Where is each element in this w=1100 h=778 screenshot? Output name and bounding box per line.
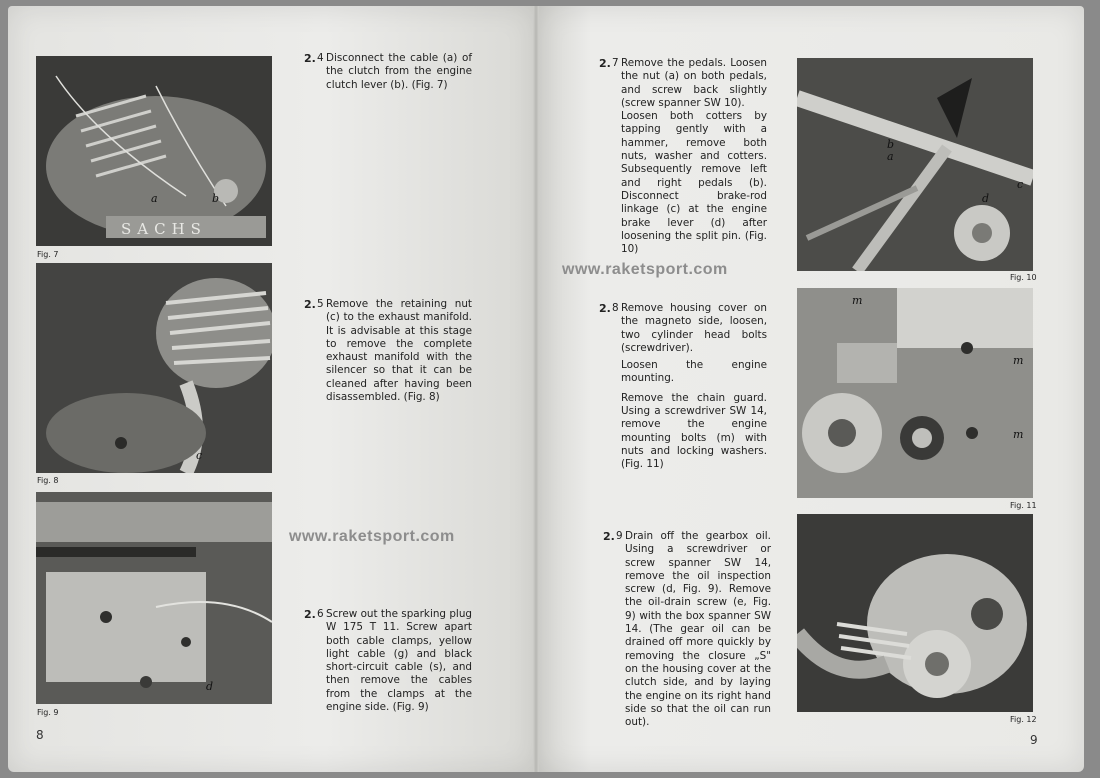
fig10-letter-b: b	[887, 138, 895, 151]
step-number: 2.	[304, 52, 316, 65]
fig10-letter-c: c	[1017, 178, 1024, 191]
step-sub-number: 8	[612, 302, 619, 314]
photo-fig-8	[36, 263, 272, 473]
fig-11-caption: Fig. 11	[1010, 501, 1037, 510]
step-2-8-para-2: Loosen the engine mounting.	[621, 359, 767, 385]
brand-text: SACHS	[121, 220, 207, 238]
step-2-9	[603, 530, 773, 730]
photo-fig-12	[797, 514, 1033, 712]
photo-fig-11	[797, 288, 1033, 498]
page-number-right: 9	[1030, 733, 1038, 747]
engine-clutch-illustration	[36, 56, 272, 246]
book-gutter	[533, 6, 539, 772]
step-sub-number: 7	[612, 57, 619, 69]
step-2-7	[599, 57, 769, 256]
step-2-5	[304, 298, 472, 418]
fig9-letter-d: d	[206, 680, 214, 693]
step-2-6-text: Screw out the sparking plug W 175 T 11. Screw apart both cable clamps, yellow light cable (g) and black short-circuit cable (s), and then remove the cables from the clamps at the engine side. (Fig. 9)	[326, 608, 472, 714]
step-number: 2.	[599, 302, 611, 315]
step-sub-number: 9	[616, 530, 623, 542]
step-sub-number: 4	[317, 52, 324, 64]
fig-8-caption: Fig. 8	[37, 476, 59, 485]
removed-engine-illustration	[797, 514, 1033, 712]
fig10-letter-d: d	[982, 192, 990, 205]
photo-fig-7	[36, 56, 272, 246]
photo-fig-9	[36, 492, 272, 704]
step-2-8-para-1: Remove housing cover on the magneto side, loosen, two cylinder head bolts (screwdriver).	[621, 302, 767, 354]
step-sub-number: 5	[317, 298, 324, 310]
step-number: 2.	[304, 298, 316, 311]
step-number: 2.	[599, 57, 611, 70]
step-number: 2.	[304, 608, 316, 621]
page-number-left: 8	[36, 728, 44, 742]
step-number: 2.	[603, 530, 615, 543]
fig7-letter-b: b	[212, 192, 220, 205]
step-2-4-text: Disconnect the cable (a) of the clutch from the engine clutch lever (b). (Fig. 7)	[326, 52, 472, 91]
watermark-right: www.raketsport.com	[562, 261, 728, 278]
engine-cylinder-illustration	[36, 263, 272, 473]
engine-clutch-side-illustration	[36, 492, 272, 704]
fig-10-caption: Fig. 10	[1010, 273, 1037, 282]
fig11-letter-m-3: m	[1013, 428, 1024, 441]
fig-7-caption: Fig. 7	[37, 250, 59, 259]
step-2-7-para-1: Remove the pedals. Loosen the nut (a) on both pedals, and screw back slightly (screw spanner SW 10).	[621, 57, 767, 109]
fig7-letter-a: a	[151, 192, 158, 205]
fig8-letter-c: c	[196, 449, 203, 462]
step-2-8-para-3: Remove the chain guard. Using a screwdriver SW 14, remove the engine mounting bolts (m) with nuts and locking washers. (Fig. 11)	[621, 391, 767, 471]
fig-9-caption: Fig. 9	[37, 708, 59, 717]
step-sub-number: 6	[317, 608, 324, 620]
step-2-7-para-2: Loosen both cotters by tapping gently with a hammer, remove both nuts, washer and cotters. Subsequently remove left and right pedals (b). Disconnect brake-rod linkage (c) at the engine brake lever (d) after loosening the split pin. (Fig. 10)	[621, 110, 767, 256]
fig10-letter-a: a	[887, 150, 894, 163]
fig11-letter-m-2: m	[1013, 354, 1024, 367]
magneto-side-illustration	[797, 288, 1033, 498]
watermark-left: www.raketsport.com	[289, 528, 455, 545]
fig-12-caption: Fig. 12	[1010, 715, 1037, 724]
step-2-4	[304, 52, 472, 102]
pedal-linkage-illustration	[797, 58, 1033, 271]
photo-fig-10	[797, 58, 1033, 271]
step-2-5-text: Remove the retaining nut (c) to the exhaust manifold. It is advisable at this stage to remove the complete exhaust manifold with the silencer so that it can be cleaned after having been disassembled. (Fig. 8)	[326, 298, 472, 404]
step-2-6	[304, 608, 472, 728]
fig11-letter-m-1: m	[852, 294, 863, 307]
step-2-8	[599, 302, 769, 471]
step-2-9-para-1: Drain off the gearbox oil. Using a screwdriver or screw spanner SW 14, remove the oil inspection screw (d, Fig. 9). Remove the oil-drain screw (e, Fig. 9) with the box spanner SW 14. (The gear oil can be drained off more quickly by removing the closure „S" on the housing cover at the clutch side, and by laying the engine on its right hand side so that the oil can run out).	[625, 530, 771, 729]
